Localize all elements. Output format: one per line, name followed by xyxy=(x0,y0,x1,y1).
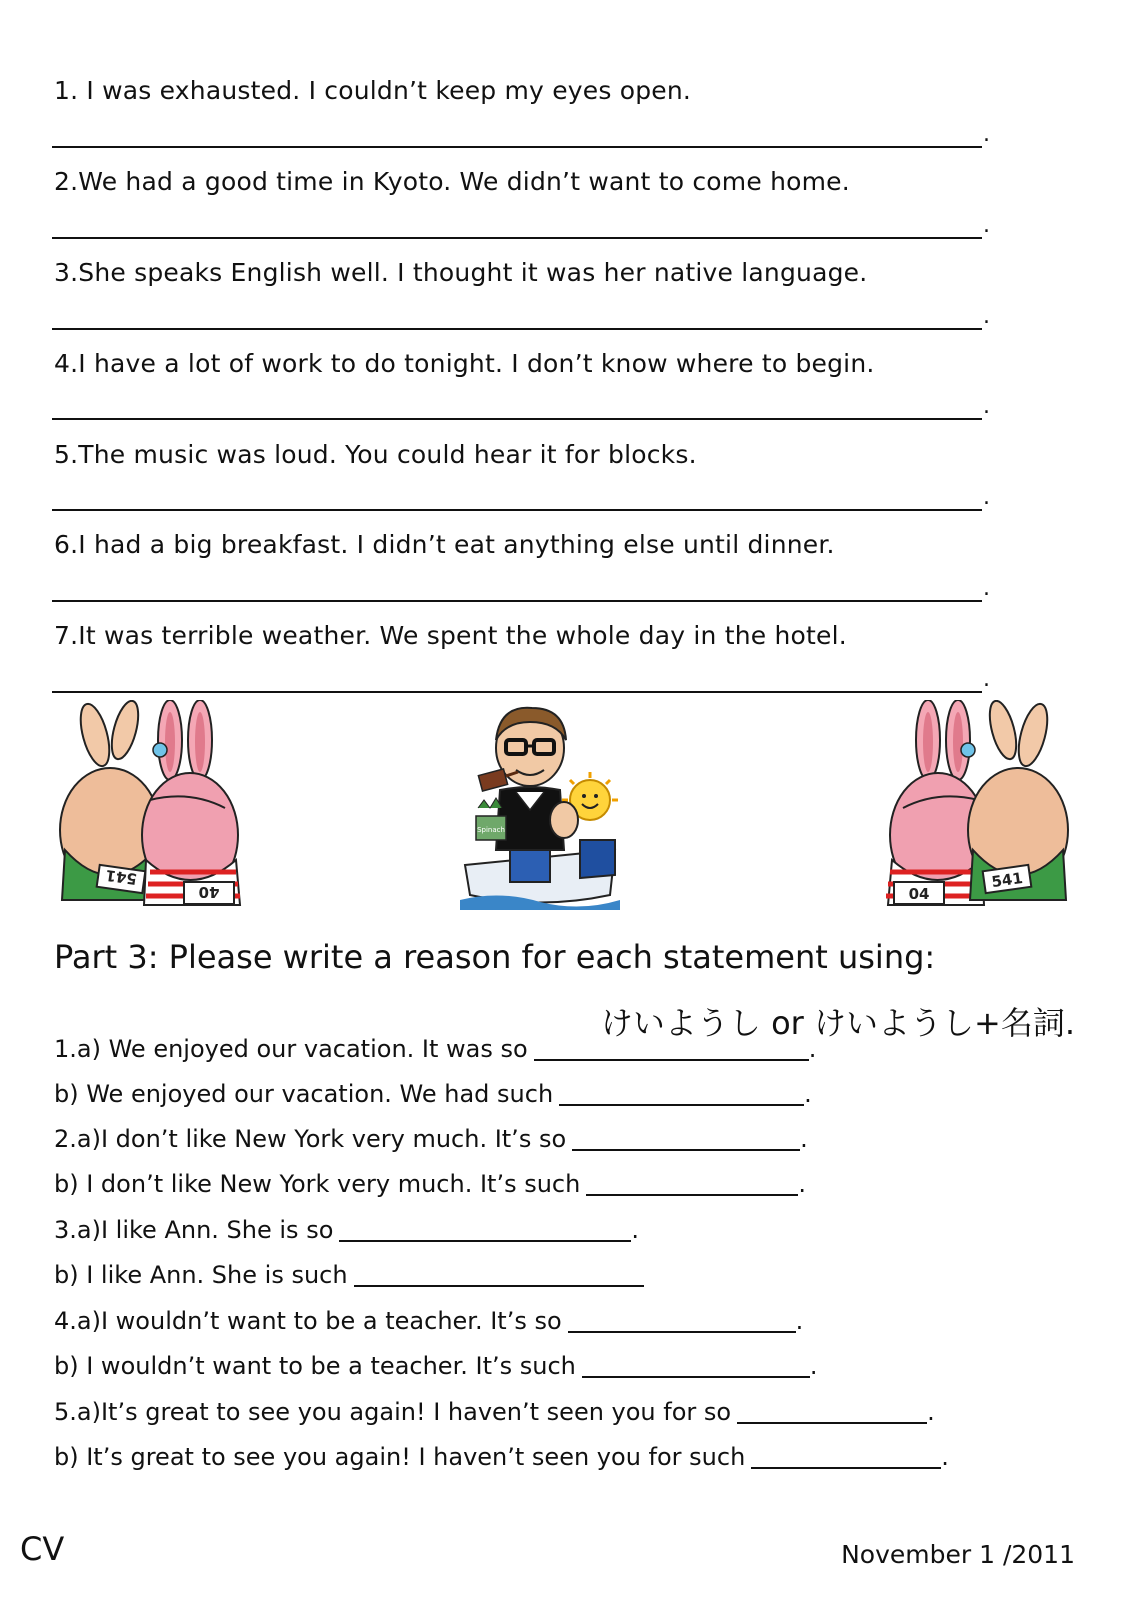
answer-line-6[interactable] xyxy=(52,600,982,602)
fill-blank[interactable] xyxy=(572,1127,800,1151)
question-3: 3.She speaks English well. I thought it was her native language. xyxy=(54,258,868,287)
part3-item-1b: b) We enjoyed our vacation. We had such . xyxy=(54,1080,812,1108)
bib-right-1: 04 xyxy=(908,885,930,903)
part3-item-3a: 3.a)I like Ann. She is so . xyxy=(54,1216,640,1244)
part3-item-2a: 2.a)I don’t like New York very much. It’s so . xyxy=(54,1125,808,1153)
answer-line-1[interactable] xyxy=(52,146,982,148)
part3-item-text: b) We enjoyed our vacation. We had such xyxy=(54,1080,554,1108)
footer-initials: CV xyxy=(20,1530,65,1568)
part3-item-4a: 4.a)I wouldn’t want to be a teacher. It’s so . xyxy=(54,1307,804,1335)
question-5: 5.The music was loud. You could hear it for blocks. xyxy=(54,440,697,469)
answer-line-7[interactable] xyxy=(52,691,982,693)
bib-right-2: 541 xyxy=(990,868,1024,892)
part3-item-4b: b) I wouldn’t want to be a teacher. It’s such . xyxy=(54,1352,818,1380)
fill-blank[interactable] xyxy=(339,1218,631,1242)
part3-item-5b: b) It’s great to see you again! I haven’t seen you for such . xyxy=(54,1443,949,1471)
part3-item-text: 4.a)I wouldn’t want to be a teacher. It’s so xyxy=(54,1307,562,1335)
part3-item-5a: 5.a)It’s great to see you again! I haven’t seen you for so . xyxy=(54,1398,935,1426)
spinach-can-label: Spinach xyxy=(477,826,505,834)
fill-blank[interactable] xyxy=(737,1400,927,1424)
rabbit-runners-right-icon xyxy=(878,700,1078,910)
part3-item-text: 3.a)I like Ann. She is so xyxy=(54,1216,334,1244)
part3-item-text: b) It’s great to see you again! I haven’t seen you for such xyxy=(54,1443,746,1471)
bib-left-2: 40 xyxy=(198,883,220,901)
fill-blank[interactable] xyxy=(354,1263,644,1287)
answer-line-2[interactable] xyxy=(52,237,982,239)
part3-item-2b: b) I don’t like New York very much. It’s such . xyxy=(54,1170,806,1198)
fill-blank[interactable] xyxy=(751,1445,941,1469)
fill-blank[interactable] xyxy=(568,1309,796,1333)
question-1: 1. I was exhausted. I couldn’t keep my eyes open. xyxy=(54,76,692,105)
part3-item-3b xyxy=(54,1261,644,1289)
answer-line-5[interactable] xyxy=(52,509,982,511)
fill-blank[interactable] xyxy=(586,1172,798,1196)
part3-heading-line2: けいようし or けいようし+名詞. xyxy=(600,1004,1075,1042)
part3-item-text: b) I don’t like New York very much. It’s such xyxy=(54,1170,581,1198)
fill-blank[interactable] xyxy=(534,1037,809,1061)
part3-item-text: b) I wouldn’t want to be a teacher. It’s such xyxy=(54,1352,576,1380)
teacher-sailor-caricature-icon xyxy=(460,700,620,910)
bib-left-1: 541 xyxy=(104,865,139,889)
part3-item-text: 1.a) We enjoyed our vacation. It was so xyxy=(54,1035,528,1063)
answer-line-3[interactable] xyxy=(52,328,982,330)
fill-blank[interactable] xyxy=(559,1082,804,1106)
footer-date: November 1 /2011 xyxy=(841,1540,1075,1569)
question-7: 7.It was terrible weather. We spent the whole day in the hotel. xyxy=(54,621,847,650)
answer-line-4[interactable] xyxy=(52,418,982,420)
part3-heading: Part 3: Please write a reason for each statement using: xyxy=(54,938,936,976)
part3-item-text: b) I like Ann. She is such xyxy=(54,1261,348,1289)
question-2: 2.We had a good time in Kyoto. We didn’t want to come home. xyxy=(54,167,850,196)
question-4: 4.I have a lot of work to do tonight. I don’t know where to begin. xyxy=(54,349,875,378)
part3-item-1a: 1.a) We enjoyed our vacation. It was so . xyxy=(54,1035,817,1063)
fill-blank[interactable] xyxy=(582,1354,810,1378)
part3-item-text: 2.a)I don’t like New York very much. It’s so xyxy=(54,1125,567,1153)
question-6: 6.I had a big breakfast. I didn’t eat anything else until dinner. xyxy=(54,530,835,559)
rabbit-runners-left-icon xyxy=(50,700,250,910)
part3-item-text: 5.a)It’s great to see you again! I haven’t seen you for so xyxy=(54,1398,732,1426)
